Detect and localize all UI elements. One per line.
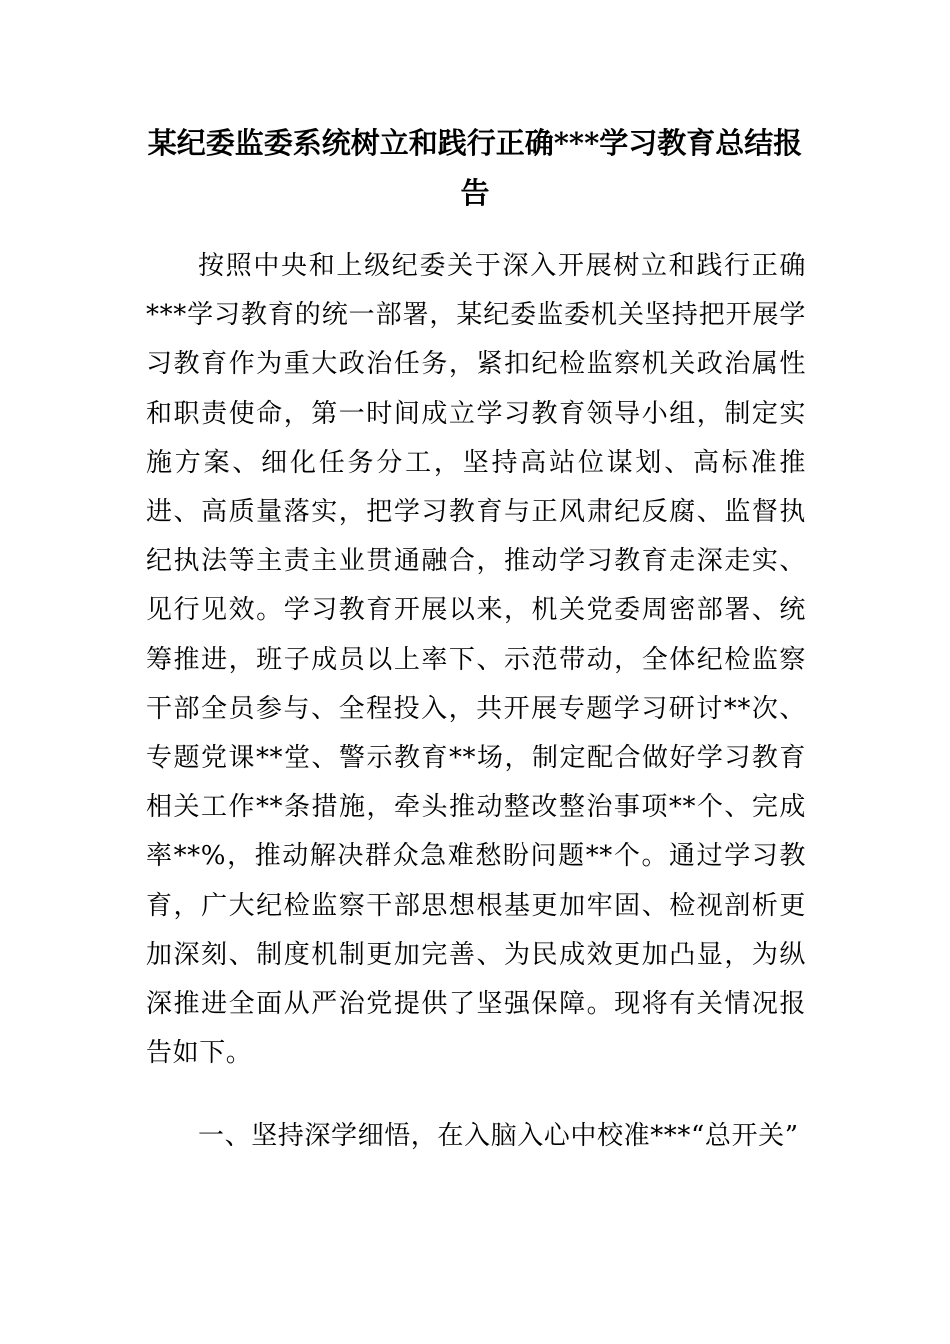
document-title: 某纪委监委系统树立和践行正确***学习教育总结报告 xyxy=(147,126,803,210)
section-heading-1: 一、坚持深学细悟，在入脑入心中校准***“总开关” xyxy=(198,1121,799,1151)
intro-paragraph: 按照中央和上级纪委关于深入开展树立和践行正确***学习教育的统一部署，某纪委监委机关坚持把开展学习教育作为重大政治任务，紧扣纪检监察机关政治属性和职责使命，第一时间成立学习教育领导小组，制定实施方案、细化任务分工，坚持高站位谋划、高标准推进、高质量落实，把学习教育与正风肃纪反腐、监督执纪执法等主责主业贯通融合，推动学习教育走深走实、见行见效。学习教育开展以来，机关党委周密部署、统筹推进，班子成员以上率下、示范带动，全体纪检监察干部全员参与、全程投入，共开展专题学习研讨**次、专题党课**堂、警示教育**场，制定配合做好学习教育相关工作**条措施，牵头推动整改整治事项**个、完成率**%，推动解决群众急难愁盼问题**个。通过学习教育，广大纪检监察干部思想根基更加牢固、检视剖析更加深刻、制度机制更加完善、为民成效更加凸显，为纵深推进全面从严治党提供了坚强保障。现将有关情况报告如下。 xyxy=(146,251,806,1069)
